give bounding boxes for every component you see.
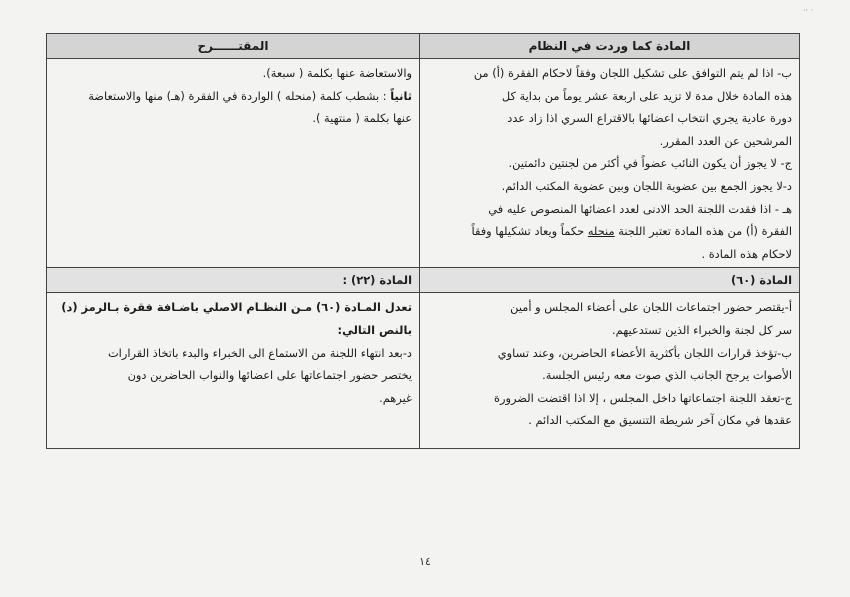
proposal-line: والاستعاضة عنها بكلمة ( سبعة).	[262, 66, 412, 80]
paragraph-b-line: ب-تؤخذ قرارات اللجان بأكثرية الأعضاء الحاضرين، وعند تساوي	[497, 345, 792, 360]
paragraph-c-line: عقدها في مكان آخر شريطة التنسيق مع المكتب الدائم .	[528, 413, 792, 428]
second-text: : بشطب كلمة (منحله ) الواردة في الفقرة (هـ) منها والاستعاضة	[88, 88, 391, 103]
paragraph-a-line: أ-يقتصر حضور اجتماعات اللجان على أعضاء المجلس و أمين	[510, 300, 792, 315]
proposal-line: عنها بكلمة ( منتهية ).	[312, 111, 412, 126]
page-number: ١٤	[419, 555, 431, 568]
paragraph-b-line: دورة عادية يجري انتخاب اعضائها بالاقتراع السري اذا زاد عدد	[507, 111, 792, 126]
paragraph-b-line: ب- اذا لم يتم التوافق على تشكيل اللجان وفقاً لاحكام الفقرة (أ) من	[473, 66, 792, 80]
new-paragraph-d-line: غيرهم.	[379, 390, 412, 405]
paragraph-b-line: المرشحين عن العدد المقرر.	[659, 133, 792, 148]
paragraph-c: ج- لا يجوز أن يكون النائب عضواً في أكثر من لجنتين دائمتين.	[508, 156, 792, 171]
new-paragraph-d-line: يختصر حضور اجتماعاتها على اعضائها والنواب الحاضرين دون	[127, 368, 412, 383]
proposed-article-heading: المادة (٢٢) :	[47, 268, 420, 293]
amendment-title-line: تعدل المـادة (٦٠) مـن النظـام الاصلي باضـافة فقرة بـالرمز (د)	[61, 300, 412, 315]
paragraph-h-text: الفقرة (أ) من هذه المادة تعتبر اللجنة	[614, 224, 792, 239]
original-article-heading: المادة (٦٠)	[420, 268, 800, 293]
scan-corner-mark: ·· ·	[803, 6, 814, 15]
proposal-second-item	[54, 85, 412, 108]
original-article-cell	[420, 293, 800, 449]
new-paragraph-d-line: د-بعد انتهاء اللجنة من الاستماع الى الخبراء والبدء باتخاذ القرارات	[107, 345, 412, 360]
proposed-column-header: المقتــــــرح	[47, 34, 420, 59]
paragraph-a-line: سر كل لجنة والخبراء الذين تستدعيهم.	[612, 322, 792, 337]
original-text-cell	[420, 59, 800, 268]
paragraph-h-line: هـ - اذا فقدت اللجنة الحد الادنى لعدد اعضائها المنصوص عليه في	[488, 201, 792, 216]
paragraph-h-text: حكماً ويعاد تشكيلها وفقاً	[471, 224, 588, 239]
original-column-header: المادة كما وردت في النظام	[420, 34, 800, 59]
table-row	[47, 59, 800, 268]
paragraph-b-line: الأصوات يرجح الجانب الذي صوت معه رئيس الجلسة.	[542, 368, 792, 383]
paragraph-c-line: ج-تعقد اللجنة اجتماعاتها داخل المجلس ، إلا اذا اقتضت الضرورة	[493, 390, 792, 405]
header-row	[47, 34, 800, 59]
section-heading-row	[47, 268, 800, 293]
amendment-title-line: بالنص التالي:	[337, 322, 412, 337]
paragraph-d: د-لا يجوز الجمع بين عضوية اللجان وبين عضوية المكتب الدائم.	[501, 178, 792, 193]
comparison-table	[46, 33, 800, 449]
underlined-word: منحله	[587, 224, 615, 239]
proposed-text-cell	[47, 59, 420, 268]
second-label: ثانياً	[390, 88, 412, 103]
paragraph-h-line: لاحكام هذه المادة .	[701, 246, 792, 261]
proposed-article-cell	[47, 293, 420, 449]
table-row	[47, 293, 800, 449]
paragraph-h-line	[427, 220, 792, 243]
paragraph-b-line: هذه المادة خلال مدة لا تزيد على اربعة عشر يوماً من بداية كل	[501, 88, 792, 103]
